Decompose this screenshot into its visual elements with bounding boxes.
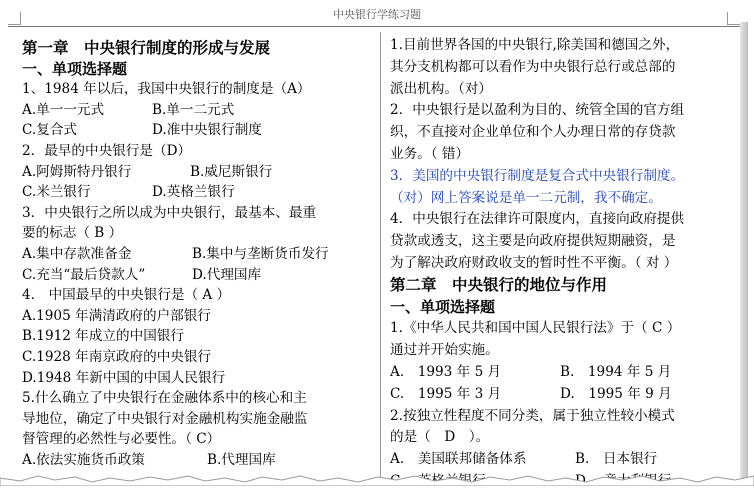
option-b: B.威尼斯银行 xyxy=(190,163,273,180)
judgement-3: 3．美国的中央银行制度是复合式中央银行制度。 xyxy=(390,167,685,184)
option-c: C. 1995 年 3 月 xyxy=(390,385,502,402)
question-stem-cont: 导地位，确定了中央银行对金融机构实施金融监 xyxy=(22,410,308,427)
option-b: B. 日本银行 xyxy=(575,451,658,468)
option-b: B.集中与垄断货币发行 xyxy=(192,245,329,262)
judgement-4: 4．中央银行在法律许可限度内，直接向政府提供 xyxy=(390,211,685,228)
option-d: D. 1995 年 9 月 xyxy=(560,385,672,402)
option-a: A.单一一元式 xyxy=(22,101,105,118)
option-c: C.充当“最后贷款人” xyxy=(22,266,146,283)
question-stem: 1.《中华人民共和国中国人民银行法》于（ C ） xyxy=(390,320,681,337)
option-row xyxy=(22,182,372,203)
option-row xyxy=(390,362,736,384)
option-a: A.1905 年满清政府的户部银行 xyxy=(22,307,211,324)
question-stem: 4． 中国最早的中央银行是（ A ） xyxy=(22,287,231,304)
column-divider xyxy=(380,32,381,486)
option-a: A.集中存款准备金 xyxy=(22,245,132,262)
judgement-2-cont: 织，不直接对企业单位和个人办理日常的存贷款 xyxy=(390,124,676,141)
question-stem: 1、1984 年以后，我国中央银行的制度是（A） xyxy=(22,81,311,98)
chapter-2-title: 第二章 中央银行的地位与作用 xyxy=(390,275,608,294)
section-title: 一、单项选择题 xyxy=(22,59,128,78)
question-stem: 5.什么确立了中央银行在金融体系中的核心和主 xyxy=(22,390,307,407)
option-b: B.代理国库 xyxy=(207,451,276,468)
judgement-4-cont: 贷款或透支，这主要是向政府提供短期融资，是 xyxy=(390,233,676,250)
option-d: D.1948 年新中国的中国人民银行 xyxy=(22,369,226,386)
question-stem-cont: 要的标志（ B ） xyxy=(22,225,123,242)
judgement-2: 2．中央银行是以盈利为目的、统管全国的官方组 xyxy=(390,102,685,119)
header-rule xyxy=(8,26,740,27)
judgement-1-cont: 派出机构。（对） xyxy=(390,80,492,97)
option-d: D.代理国库 xyxy=(192,266,262,283)
option-d: D.准中央银行制度 xyxy=(152,122,262,139)
torn-page-edge xyxy=(0,468,754,486)
option-b: B. 1994 年 5 月 xyxy=(560,363,672,380)
option-row xyxy=(390,384,736,406)
judgement-2-cont: 业务。（ 错） xyxy=(390,145,470,162)
option-a: A.依法实施货币政策 xyxy=(22,451,145,468)
question-stem: 2．最早的中央银行是（D） xyxy=(22,142,192,159)
option-row xyxy=(22,100,372,121)
judgement-1-cont: 其分支机构都可以看作为中央银行总行或总部的 xyxy=(390,58,676,75)
option-c: C.1928 年南京政府的中央银行 xyxy=(22,348,212,365)
option-row xyxy=(22,265,372,286)
option-row xyxy=(22,244,372,265)
option-a: A. 美国联邦储备体系 xyxy=(390,451,527,468)
option-b: B.单一二元式 xyxy=(152,101,235,118)
option-a: A.阿姆斯特丹银行 xyxy=(22,163,132,180)
chapter-1-title: 第一章 中央银行制度的形成与发展 xyxy=(22,39,271,57)
page-shadow xyxy=(740,22,748,486)
judgement-4-cont: 为了解决政府财政收支的暂时性不平衡。（ 对 ） xyxy=(390,254,678,271)
page-header xyxy=(0,0,754,28)
judgement-1: 1.目前世界各国的中央银行,除美国和德国之外， xyxy=(390,37,680,53)
left-column xyxy=(22,38,372,470)
section-title: 一、单项选择题 xyxy=(390,297,496,316)
option-row xyxy=(22,162,372,183)
question-stem-cont: 的是（ D ）。 xyxy=(390,429,490,446)
option-b: B.1912 年成立的中国银行 xyxy=(22,328,184,345)
question-stem-cont: 通过并开始实施。 xyxy=(390,342,499,359)
option-a: A. 1993 年 5 月 xyxy=(390,363,502,380)
question-stem: 3．中央银行之所以成为中央银行，最基本、最重 xyxy=(22,204,317,221)
header-title: 中央银行学练习题 xyxy=(333,8,421,21)
judgement-3-cont: （对）网上答案说是单一二元制，我不确定。 xyxy=(390,189,662,206)
right-column xyxy=(390,35,736,493)
option-c: C.米兰银行 xyxy=(22,184,91,201)
option-row xyxy=(22,120,372,141)
question-stem: 2.按独立性程度不同分类，属于独立性较小模式 xyxy=(390,407,675,424)
option-c: C.复合式 xyxy=(22,122,78,139)
crop-mark-top-right xyxy=(727,12,740,25)
option-d: D.英格兰银行 xyxy=(152,184,235,201)
question-stem-cont: 督管理的必然性与必要性。（ C） xyxy=(22,431,221,448)
